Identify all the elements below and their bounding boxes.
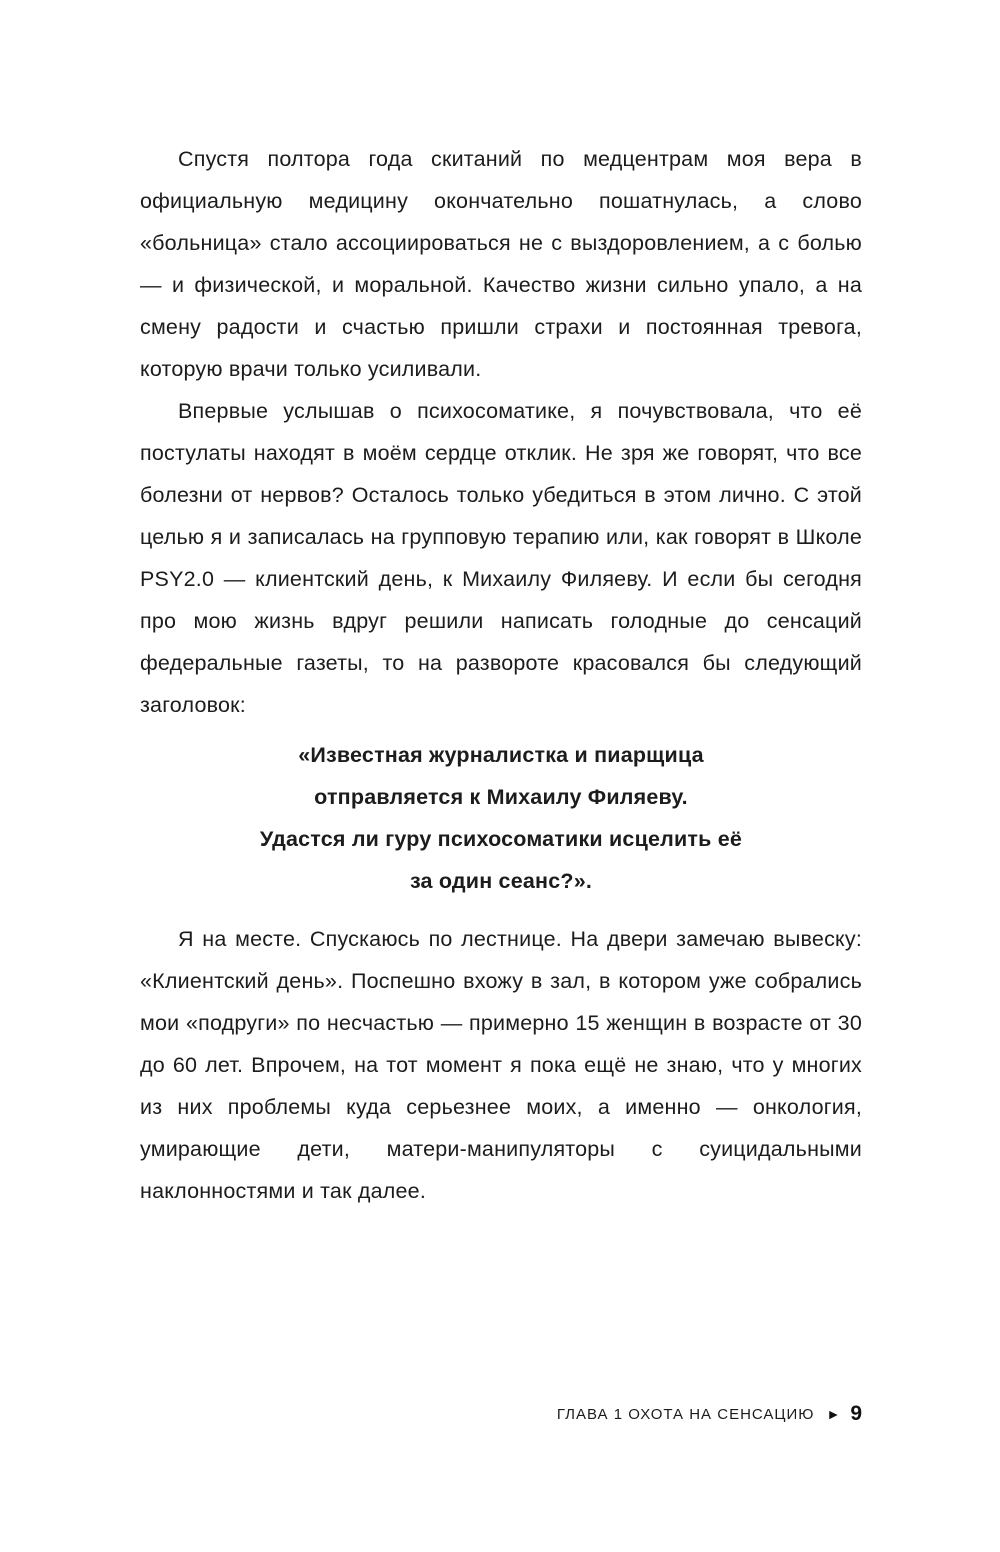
page-body	[140, 138, 862, 1212]
pull-quote	[140, 734, 862, 902]
pull-quote-line: Удастся ли гуру психосоматики исцелить её	[259, 827, 743, 851]
paragraph-1: Спустя полтора года скитаний по медцентрам моя вера в официальную медицину окончательно пошатнулась, а слово «больница» стало ассоциироваться не с выздоровлением, а с болью — и физической, и моральной. Качество жизни сильно упало, а на смену радости и счастью пришли страхи и постоянная тревога, которую врачи только усиливали.	[140, 147, 862, 381]
arrow-icon: ►	[826, 1406, 841, 1422]
page-footer	[140, 1402, 862, 1426]
pull-quote-line: за один сеанс?».	[409, 869, 593, 893]
paragraph-3: Я на месте. Спускаюсь по лестнице. На двери замечаю вывеску: «Клиентский день». Поспешно вхожу в зал, в котором уже собрались мои «подруги» по несчастью — примерно 15 женщин в возрасте от 30 до 60 лет. Впрочем, на тот момент я пока ещё не знаю, что у многих из них проблемы куда серьезнее моих, а именно — онкология, умирающие дети, матери-манипуляторы с суицидальными наклонностями и так далее.	[140, 927, 862, 1203]
pull-quote-line: «Известная журналистка и пиарщица	[298, 743, 704, 767]
page-number: 9	[850, 1402, 862, 1425]
running-head: ГЛАВА 1 ОХОТА НА СЕНСАЦИЮ	[556, 1405, 815, 1423]
paragraph-2: Впервые услышав о психосоматике, я почувствовала, что её постулаты находят в моём сердце отклик. Не зря же говорят, что все болезни от нервов? Осталось только убедиться в этом лично. С этой целью я и записалась на групповую терапию или, как говорят в Школе PSY2.0 — клиентский день, к Михаилу Филяеву. И если бы сегодня про мою жизнь вдруг решили написать голодные до сенсаций федеральные газеты, то на развороте красовался бы следующий заголовок:	[140, 399, 862, 717]
pull-quote-line: отправляется к Михаилу Филяеву.	[314, 785, 688, 809]
